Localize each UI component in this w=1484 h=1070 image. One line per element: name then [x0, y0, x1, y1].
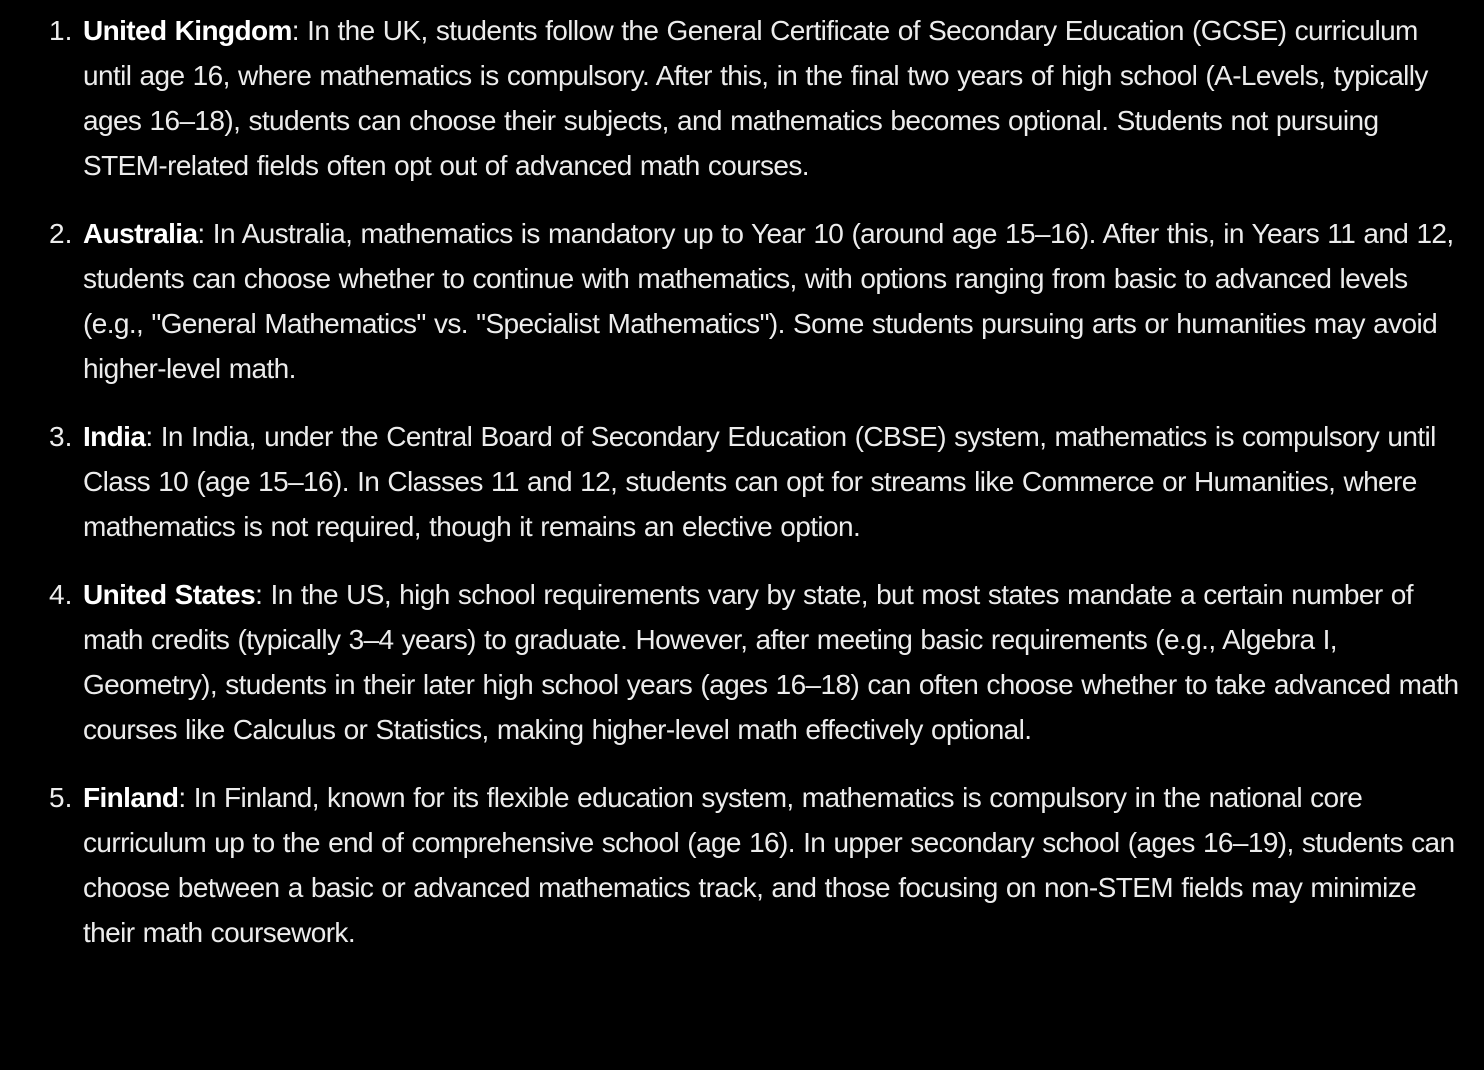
country-name: United States	[83, 579, 256, 610]
list-item-united-kingdom	[0, 8, 1462, 188]
list-item-united-states	[0, 572, 1462, 752]
country-name: United Kingdom	[83, 15, 292, 46]
list-number: 2.	[49, 218, 73, 249]
list-item-finland	[0, 775, 1462, 955]
item-description: In the US, high school requirements vary by state, but most states mandate a certain number of math credits (typically 3–4 years) to graduate. However, after meeting basic requirements (e.g., Algebra I, Geometry), students in their later high school years (ages 16–18) can often choose whether to take advanced math courses like Calculus or Statistics, making higher-level math effectively optional.	[83, 579, 1459, 745]
list-item-australia	[0, 211, 1462, 391]
separator: :	[291, 15, 299, 46]
list-number: 1.	[49, 15, 73, 46]
item-text	[83, 414, 1462, 549]
country-list	[0, 8, 1462, 955]
item-description: In Finland, known for its flexible education system, mathematics is compulsory in the national core curriculum up to the end of comprehensive school (age 16). In upper secondary school (ages 16–19), students can choose between a basic or advanced mathematics track, and those focusing on non-STEM fields may minimize their math coursework.	[83, 782, 1455, 948]
list-number: 3.	[49, 421, 73, 452]
country-name: Finland	[83, 782, 179, 813]
item-text	[83, 572, 1462, 752]
item-text	[83, 8, 1462, 188]
item-description: In Australia, mathematics is mandatory up to Year 10 (around age 15–16). After this, in Years 11 and 12, students can choose whether to continue with mathematics, with options ranging from basic to advanced levels (e.g., "General Mathematics" vs. "Specialist Mathematics"). Some students pursuing arts or humanities may avoid higher-level math.	[83, 218, 1454, 384]
country-name: India	[83, 421, 146, 452]
list-number: 5.	[49, 782, 73, 813]
country-name: Australia	[83, 218, 198, 249]
item-text	[83, 211, 1462, 391]
list-number: 4.	[49, 579, 73, 610]
separator: :	[145, 421, 153, 452]
item-text	[83, 775, 1462, 955]
list-item-india	[0, 414, 1462, 549]
separator: :	[255, 579, 263, 610]
separator: :	[178, 782, 186, 813]
item-description: In the UK, students follow the General Certificate of Secondary Education (GCSE) curriculum until age 16, where mathematics is compulsory. After this, in the final two years of high school (A-Levels, typically ages 16–18), students can choose their subjects, and mathematics becomes optional. Students not pursuing STEM-related fields often opt out of advanced math courses.	[83, 15, 1428, 181]
item-description: In India, under the Central Board of Secondary Education (CBSE) system, mathematics is compulsory until Class 10 (age 15–16). In Classes 11 and 12, students can opt for streams like Commerce or Humanities, where mathematics is not required, though it remains an elective option.	[83, 421, 1436, 542]
separator: :	[197, 218, 205, 249]
